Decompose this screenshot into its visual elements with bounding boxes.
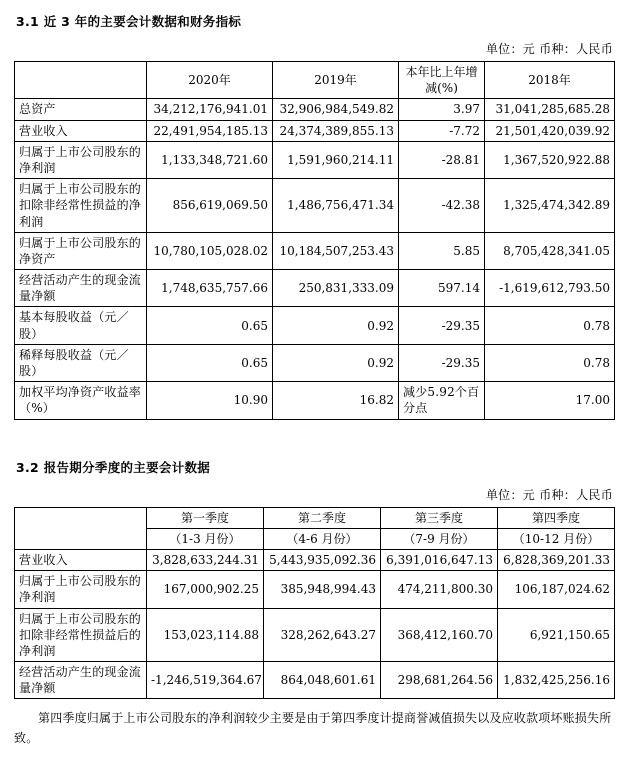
table-header-row-top xyxy=(15,507,615,528)
row-value: 0.92 xyxy=(273,344,399,381)
row-value: 474,211,800.30 xyxy=(381,571,498,608)
row-value: 5.85 xyxy=(399,232,485,269)
row-label: 归属于上市公司股东的净利润 xyxy=(15,141,147,178)
row-value: 1,486,756,471.34 xyxy=(273,179,399,233)
row-value: 32,906,984,549.82 xyxy=(273,99,399,120)
row-value: 298,681,264.56 xyxy=(381,662,498,699)
table-row xyxy=(15,382,615,419)
row-value: -1,619,612,793.50 xyxy=(485,270,615,307)
row-label: 营业收入 xyxy=(15,120,147,141)
table-annual-financials xyxy=(14,61,615,420)
section-title-3-2: 3.2 报告期分季度的主要会计数据 xyxy=(16,459,211,475)
row-value: 3.97 xyxy=(399,99,485,120)
header-cell-2019: 2019年 xyxy=(273,62,399,99)
header-cell-q2-months: （4-6 月份） xyxy=(264,528,381,549)
table-row xyxy=(15,232,615,269)
table-row xyxy=(15,270,615,307)
row-label: 归属于上市公司股东的扣除非经常性损益的净利润 xyxy=(15,179,147,233)
table-row xyxy=(15,608,615,662)
row-value: 1,325,474,342.89 xyxy=(485,179,615,233)
row-value: 1,367,520,922.88 xyxy=(485,141,615,178)
row-value: 250,831,333.09 xyxy=(273,270,399,307)
row-value: 1,748,635,757.66 xyxy=(147,270,273,307)
row-value: -1,246,519,364.67 xyxy=(147,662,264,699)
table-row xyxy=(15,307,615,344)
row-value: 167,000,902.25 xyxy=(147,571,264,608)
row-label: 稀释每股收益（元／股） xyxy=(15,344,147,381)
header-cell-q2: 第二季度 xyxy=(264,507,381,528)
row-value: 31,041,285,685.28 xyxy=(485,99,615,120)
section-title-3-1: 3.1 近 3 年的主要会计数据和财务指标 xyxy=(16,14,242,29)
row-label: 总资产 xyxy=(15,99,147,120)
row-value: 34,212,176,941.01 xyxy=(147,99,273,120)
row-value: 153,023,114.88 xyxy=(147,608,264,662)
row-value: 6,921,150.65 xyxy=(498,608,615,662)
row-value: 328,262,643.27 xyxy=(264,608,381,662)
row-value: 10.90 xyxy=(147,382,273,419)
row-value: 21,501,420,039.92 xyxy=(485,120,615,141)
row-value: 0.65 xyxy=(147,307,273,344)
row-value: 1,591,960,214.11 xyxy=(273,141,399,178)
row-value: 8,705,428,341.05 xyxy=(485,232,615,269)
row-label: 归属于上市公司股东的扣除非经常性损益后的净利润 xyxy=(15,608,147,662)
table-row xyxy=(15,662,615,699)
header-cell-q1-months: （1-3 月份） xyxy=(147,528,264,549)
row-value: -29.35 xyxy=(399,307,485,344)
row-label: 加权平均净资产收益率（%） xyxy=(15,382,147,419)
row-value: 10,184,507,253.43 xyxy=(273,232,399,269)
row-value: 10,780,105,028.02 xyxy=(147,232,273,269)
header-cell-q3: 第三季度 xyxy=(381,507,498,528)
row-value: 106,187,024.62 xyxy=(498,571,615,608)
row-value: 1,832,425,256.16 xyxy=(498,662,615,699)
header-cell-q4-months: （10-12 月份） xyxy=(498,528,615,549)
row-value: 16.82 xyxy=(273,382,399,419)
row-label: 经营活动产生的现金流量净额 xyxy=(15,270,147,307)
row-label: 归属于上市公司股东的净资产 xyxy=(15,232,147,269)
table-quarterly-financials xyxy=(14,507,615,700)
table-row xyxy=(15,99,615,120)
row-value: 17.00 xyxy=(485,382,615,419)
table-row xyxy=(15,549,615,570)
header-cell-q4: 第四季度 xyxy=(498,507,615,528)
row-value: 0.78 xyxy=(485,307,615,344)
row-value: 856,619,069.50 xyxy=(147,179,273,233)
row-value: -28.81 xyxy=(399,141,485,178)
row-value: -29.35 xyxy=(399,344,485,381)
header-cell-2018: 2018年 xyxy=(485,62,615,99)
section-spacer xyxy=(14,420,615,454)
row-value: 368,412,160.70 xyxy=(381,608,498,662)
row-value: 22,491,954,185.13 xyxy=(147,120,273,141)
table-row xyxy=(15,141,615,178)
row-value: 864,048,601.61 xyxy=(264,662,381,699)
row-value: 597.14 xyxy=(399,270,485,307)
row-value: 0.65 xyxy=(147,344,273,381)
row-value: 0.78 xyxy=(485,344,615,381)
row-label: 经营活动产生的现金流量净额 xyxy=(15,662,147,699)
table-row xyxy=(15,571,615,608)
unit-note-3-2: 单位：元 币种：人民币 xyxy=(485,487,613,502)
row-value: -42.38 xyxy=(399,179,485,233)
header-cell-blank xyxy=(15,62,147,99)
header-cell-2020: 2020年 xyxy=(147,62,273,99)
header-cell-blank xyxy=(15,507,147,549)
header-cell-q3-months: （7-9 月份） xyxy=(381,528,498,549)
table-header-row xyxy=(15,62,615,99)
header-cell-change: 本年比上年增减(%) xyxy=(399,62,485,99)
row-value: -7.72 xyxy=(399,120,485,141)
row-value: 24,374,389,855.13 xyxy=(273,120,399,141)
table-row xyxy=(15,179,615,233)
quarterly-footnote: 第四季度归属于上市公司股东的净利润较少主要是由于第四季度计提商誉减值损失以及应收款项坏账损失所致。 xyxy=(14,711,612,745)
row-value: 3,828,633,244.31 xyxy=(147,549,264,570)
row-value: 减少5.92个百分点 xyxy=(399,382,485,419)
row-value: 5,443,935,092.36 xyxy=(264,549,381,570)
header-cell-q1: 第一季度 xyxy=(147,507,264,528)
table-row xyxy=(15,344,615,381)
unit-note-3-1: 单位：元 币种：人民币 xyxy=(485,42,613,56)
row-label: 归属于上市公司股东的净利润 xyxy=(15,571,147,608)
row-value: 1,133,348,721.60 xyxy=(147,141,273,178)
row-value: 6,391,016,647.13 xyxy=(381,549,498,570)
row-value: 0.92 xyxy=(273,307,399,344)
row-label: 营业收入 xyxy=(15,549,147,570)
row-value: 385,948,994.43 xyxy=(264,571,381,608)
table-row xyxy=(15,120,615,141)
row-value: 6,828,369,201.33 xyxy=(498,549,615,570)
row-label: 基本每股收益（元／股） xyxy=(15,307,147,344)
